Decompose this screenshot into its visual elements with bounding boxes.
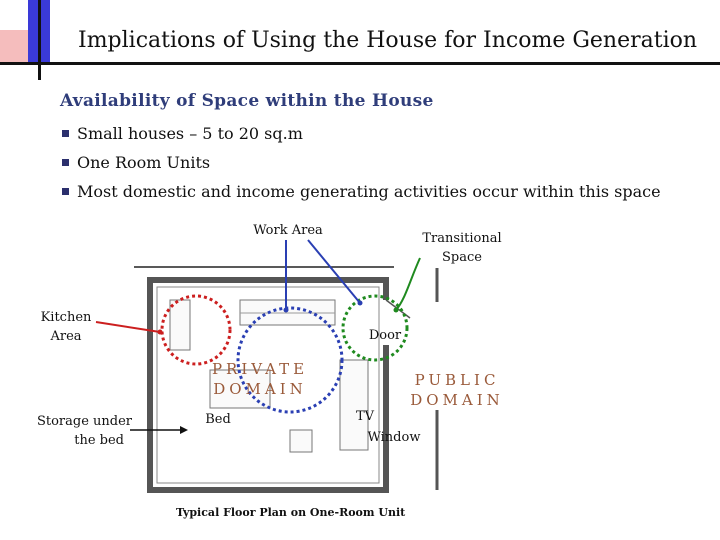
transitional-space-pointer-dot	[394, 308, 399, 313]
transitional-space-label-line2: Space	[442, 250, 482, 265]
kitchen-area-label-line2: Area	[50, 329, 82, 344]
kitchen-counter	[170, 300, 190, 350]
window-label: Window	[367, 430, 421, 445]
kitchen-area-label-line1: Kitchen	[40, 310, 92, 325]
work-area-pointer-dot-2	[358, 301, 363, 306]
kitchen-area-pointer-dot	[158, 330, 163, 335]
storage-pointer-arrowhead	[180, 426, 188, 434]
chair-outline	[290, 430, 312, 452]
public-domain-label-line1: PUBLIC	[414, 371, 500, 389]
tv-label: TV	[355, 409, 375, 424]
storage-label-line2: the bed	[74, 433, 124, 448]
work-area-pointer-dot	[284, 308, 289, 313]
door-label: Door	[368, 328, 402, 343]
bullet-text: Small houses – 5 to 20 sq.m	[77, 124, 303, 143]
section-heading: Availability of Space within the House	[60, 91, 434, 111]
slide-title: Implications of Using the House for Income Generation	[78, 28, 698, 53]
private-domain-label-line2: DOMAIN	[213, 380, 307, 398]
bed-label: Bed	[205, 412, 231, 427]
public-domain-label-line2: DOMAIN	[410, 391, 504, 409]
diagram-caption: Typical Floor Plan on One-Room Unit	[176, 506, 406, 519]
private-domain-label-line1: PRIVATE	[211, 360, 309, 378]
storage-label-line1: Storage under	[36, 414, 132, 429]
work-area-label: Work Area	[253, 223, 323, 238]
bullet-text: Most domestic and income generating activities occur within this space	[77, 182, 661, 201]
work-area-pointer-2	[308, 240, 360, 303]
transitional-space-label-line1: Transitional	[422, 231, 502, 246]
bullet-text: One Room Units	[77, 153, 211, 172]
